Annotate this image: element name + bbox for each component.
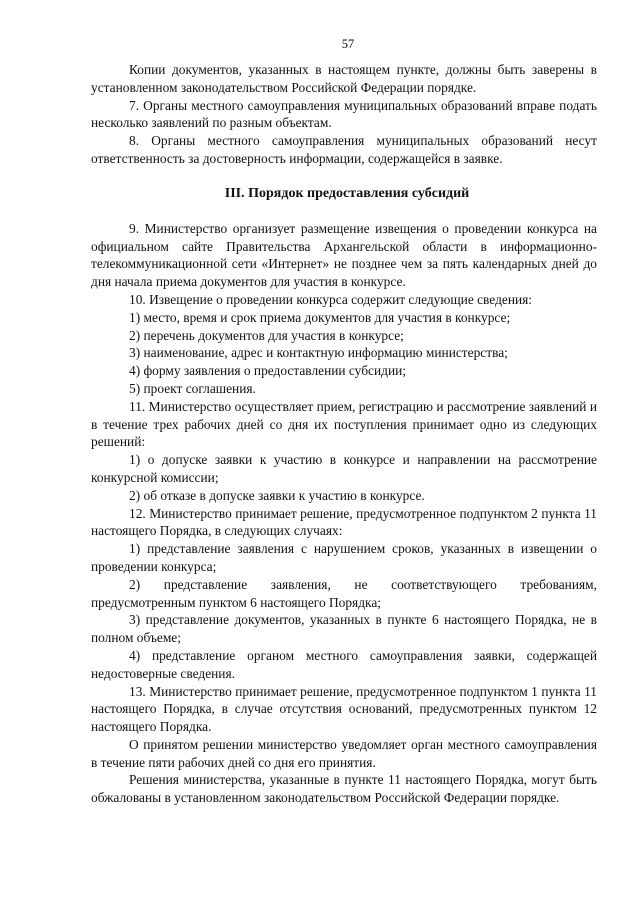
list-item-10-4: 4) форму заявления о предоставлении субсидии; [129,363,406,379]
list-item-12-1: 1) представление заявления с нарушением сроков, указанных в извещении о проведении конкурса; [91,541,597,574]
document-page [91,36,597,807]
paragraph-copies-certification: Копии документов, указанных в настоящем пункте, должны быть заверены в установленном законодательством Российской Федерации порядке. [91,62,597,95]
paragraph-7: 7. Органы местного самоуправления муниципальных образований вправе подать несколько заявлений по разным объектам. [91,97,597,131]
paragraph-10: 10. Извещение о проведении конкурса содержит следующие сведения: [129,291,533,307]
paragraph-12: 12. Министерство принимает решение, предусмотренное подпунктом 2 пункта 11 настоящего Порядка, в следующих случаях: [91,505,597,539]
list-item-10-2: 2) перечень документов для участия в конкурсе; [129,327,404,343]
list-item-11-1: 1) о допуске заявки к участию в конкурсе и направлении на рассмотрение конкурсной комиссии; [91,452,597,485]
list-item-10-5: 5) проект соглашения. [129,380,256,396]
paragraph-9: 9. Министерство организует размещение извещения о проведении конкурса на официальном сайте Правительства Архангельской области в информационно-телекоммуникационной сети «Интернет» не позднее чем за пять календарных дней до дня начала приема документов для участия в конкурсе. [91,220,597,290]
list-item-11-2: 2) об отказе в допуске заявки к участию в конкурсе. [129,487,425,503]
list-item-12-3: 3) представление документов, указанных в пункте 6 настоящего Порядка, не в полном объеме; [91,612,597,646]
list-item-12-4: 4) представление органом местного самоуправления заявки, содержащей недостоверные сведения. [91,647,597,681]
paragraph-appeal: Решения министерства, указанные в пункте 11 настоящего Порядка, могут быть обжалованы в установленном законодательством Российской Федерации порядке. [91,772,597,806]
paragraph-13: 13. Министерство принимает решение, предусмотренное подпунктом 1 пункта 11 настоящего Порядка, в случае отсутствия оснований, предусмотренных пунктом 12 настоящего Порядка. [91,683,597,735]
list-item-10-3: 3) наименование, адрес и контактную информацию министерства; [129,345,508,361]
paragraph-11: 11. Министерство осуществляет прием, регистрацию и рассмотрение заявлений и в течение трех рабочих дней со дня их поступления принимает одно из следующих решений: [91,398,597,450]
paragraph-8: 8. Органы местного самоуправления муниципальных образований несут ответственность за достоверность информации, содержащейся в заявке. [91,133,597,166]
list-item-10-1: 1) место, время и срок приема документов для участия в конкурсе; [129,309,511,325]
section-heading: III. Порядок предоставления субсидий [224,185,470,201]
paragraph-notification: О принятом решении министерство уведомляет орган местного самоуправления в течение пяти рабочих дней со дня его принятия. [91,736,597,770]
list-item-12-2: 2) представление заявления, не соответствующего требованиям, предусмотренным пунктом 6 настоящего Порядка; [91,576,597,610]
page-number: 57 [341,37,355,51]
